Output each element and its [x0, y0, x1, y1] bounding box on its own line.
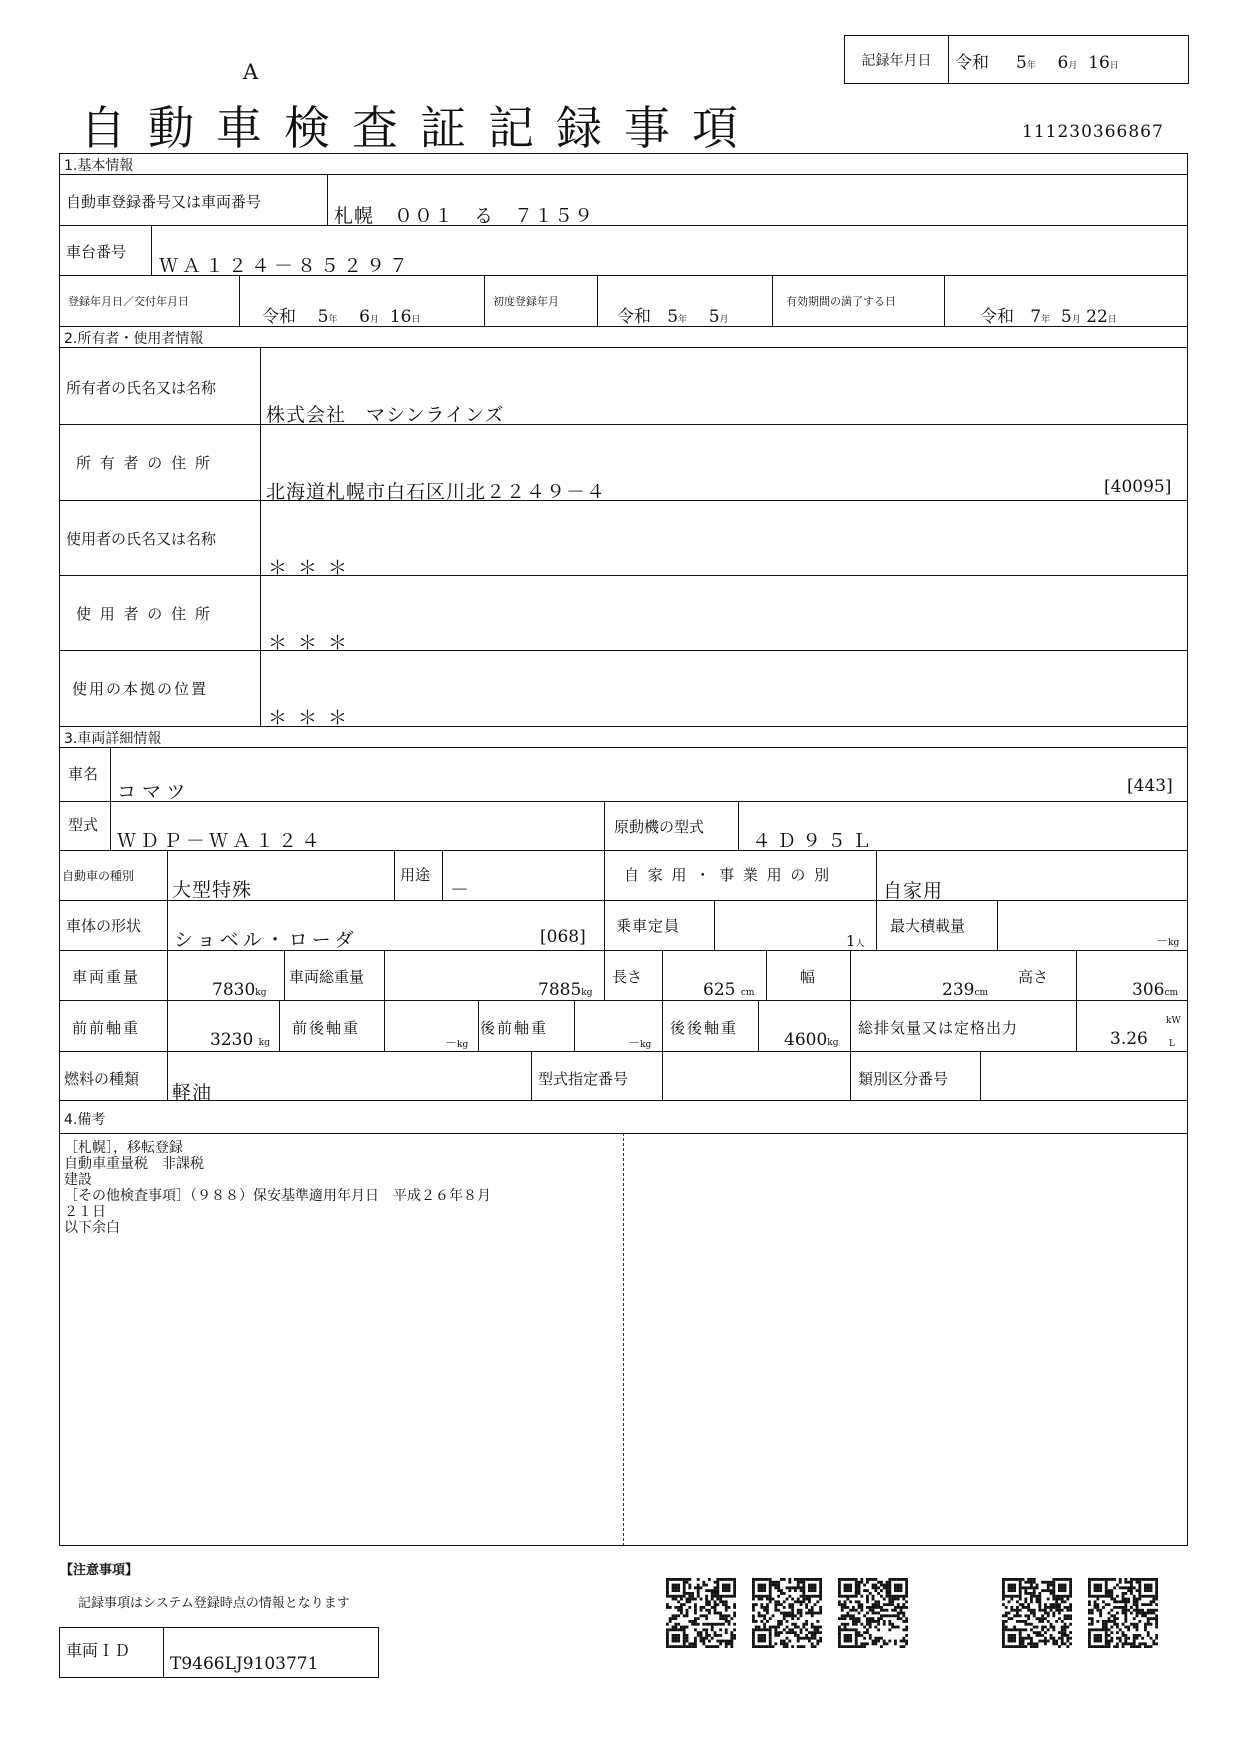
length-value: 625 cm [703, 980, 755, 1000]
user-address-value: ＊＊＊ [268, 632, 359, 654]
rule [59, 500, 1188, 501]
height-value: 306cm [1132, 980, 1179, 1000]
caution-text: 記録事項はシステム登録時点の情報となります [78, 1596, 350, 1611]
displacement-unit-kw: kW [1166, 1016, 1181, 1026]
width-value: 239cm [942, 980, 989, 1000]
body-shape-label: 車体の形状 [66, 917, 142, 935]
fr-axle-value: －kg [445, 1036, 469, 1050]
engine-value: ４Ｄ９５Ｌ [752, 830, 878, 852]
rule [59, 1100, 1188, 1101]
section3-title: 3.車両詳細情報 [64, 731, 162, 747]
rule [59, 747, 1188, 748]
rule [384, 1000, 385, 1051]
vehicle-id-value: T9466LJ9103771 [170, 1654, 319, 1674]
rule [394, 850, 395, 900]
purpose-label: 用途 [400, 866, 431, 884]
rule [662, 950, 663, 1000]
section2-title: 2.所有者・使用者情報 [64, 331, 204, 347]
rule [574, 1000, 575, 1051]
rule [59, 650, 1188, 651]
rule [604, 850, 605, 900]
reg-date-value: 令和 5年 6月 16日 [262, 307, 421, 327]
rule [1076, 950, 1077, 1000]
gross-weight-label: 車両総重量 [289, 968, 365, 986]
engine-label: 原動機の型式 [614, 818, 705, 836]
qr-code-icon [666, 1578, 736, 1648]
rule [876, 850, 877, 900]
rule [59, 347, 1188, 348]
rule [59, 225, 1188, 226]
rule [772, 275, 773, 326]
rule [944, 275, 945, 326]
rule [167, 850, 168, 900]
rr-axle-label: 後後軸重 [670, 1019, 739, 1037]
rule [980, 1051, 981, 1100]
length-label: 長さ [612, 968, 643, 986]
qr-code-icon [1002, 1578, 1072, 1648]
purpose-value: － [450, 879, 471, 901]
owner-address-code: [40095] [1104, 477, 1172, 497]
chassis-label: 車台番号 [66, 243, 127, 261]
private-business-value: 自家用 [883, 880, 944, 902]
fuel-value: 軽油 [172, 1082, 213, 1104]
rule [758, 1000, 759, 1051]
rule [738, 801, 739, 850]
rf-axle-label: 後前軸重 [480, 1019, 549, 1037]
vehicle-id-box [59, 1627, 379, 1678]
remarks-divider [623, 1133, 624, 1546]
weight-label: 車両重量 [72, 968, 141, 986]
vehicle-id-label: 車両ＩＤ [60, 1628, 164, 1677]
height-label: 高さ [1018, 968, 1049, 986]
rule [442, 850, 443, 900]
document-number: 111230366867 [1022, 122, 1164, 142]
capacity-label: 乗車定員 [616, 917, 681, 935]
rule [59, 726, 1188, 727]
rule [484, 275, 485, 326]
rule [59, 801, 1188, 802]
user-name-value: ＊＊＊ [268, 557, 359, 579]
first-reg-label: 初度登録年月 [493, 295, 559, 308]
category-number-label: 類別区分番号 [858, 1070, 949, 1088]
qr-code-icon [752, 1578, 822, 1648]
ff-axle-value: 3230 kg [210, 1030, 270, 1050]
width-label: 幅 [800, 968, 816, 986]
rule [876, 900, 877, 950]
owner-name-label: 所有者の氏名又は名称 [66, 379, 217, 397]
reg-date-label: 登録年月日／交付年月日 [68, 295, 189, 308]
displacement-value: 3.26 [1110, 1029, 1148, 1049]
body-shape-value: ショベル・ローダ [174, 929, 358, 951]
make-label: 車名 [68, 765, 99, 783]
rule [850, 1000, 851, 1051]
private-business-label: 自 家 用 ・ 事 業 用 の 別 [624, 866, 832, 884]
rule [59, 1051, 1188, 1052]
first-reg-value: 令和 5年 5月 [617, 307, 729, 327]
model-label: 型式 [68, 816, 99, 834]
type-designation-label: 型式指定番号 [538, 1070, 629, 1088]
rule [59, 1000, 1188, 1001]
page-letter: A [243, 60, 259, 84]
caution-title: 【注意事項】 [60, 1563, 139, 1578]
rule [1076, 1000, 1077, 1051]
document-title: 自動車検査証記録事項 [80, 101, 760, 155]
category-value: 大型特殊 [172, 879, 253, 901]
rule [604, 900, 605, 950]
rule [850, 1051, 851, 1100]
owner-name-value: 株式会社 マシンラインズ [266, 404, 505, 426]
capacity-value: 1人 [846, 932, 865, 950]
rule [597, 275, 598, 326]
section4-title: 4.備考 [64, 1112, 106, 1128]
owner-address-label: 所 有 者 の 住 所 [76, 454, 212, 472]
qr-code-icon [838, 1578, 908, 1648]
rule [59, 174, 1188, 175]
displacement-unit-l: L [1169, 1039, 1175, 1049]
max-load-value: －kg [1156, 934, 1180, 948]
rule [260, 347, 261, 726]
record-date-value: 令和 5年 6月 16日 [955, 53, 1119, 73]
expiry-label: 有効期間の満了する日 [786, 295, 896, 308]
remarks-text: ［札幌］，移転登録 自動車重量税 非課税 建設 ［その他検査事項］（９８８）保安基準適用年月日 平成２６年８月 ２１日 以下余白 [64, 1140, 491, 1236]
rule [59, 424, 1188, 425]
max-load-label: 最大積載量 [890, 917, 966, 935]
rule [531, 1051, 532, 1100]
rule [110, 747, 111, 801]
rule [151, 225, 152, 275]
make-value: コマツ [117, 781, 192, 803]
rule [284, 950, 285, 1000]
category-label: 自動車の種別 [62, 869, 135, 883]
rf-axle-value: －kg [628, 1036, 652, 1050]
rule [662, 1000, 663, 1051]
rule [714, 900, 715, 950]
gross-weight-value: 7885kg [538, 980, 593, 1000]
rr-axle-value: 4600kg [784, 1030, 839, 1050]
rule [478, 1000, 479, 1051]
user-name-label: 使用者の氏名又は名称 [66, 530, 217, 548]
section1-title: 1.基本情報 [64, 158, 134, 174]
rule [167, 950, 168, 1000]
rule [279, 1000, 280, 1051]
rule [604, 950, 605, 1000]
base-location-label: 使用の本拠の位置 [72, 680, 209, 698]
rule [167, 900, 168, 950]
rule [997, 900, 998, 950]
model-value: ＷＤＰ－ＷＡ１２４ [117, 830, 325, 852]
fuel-label: 燃料の種類 [64, 1070, 140, 1088]
owner-address-value: 北海道札幌市白石区川北２２４９－４ [266, 481, 607, 503]
rule [662, 1051, 663, 1100]
rule [384, 950, 385, 1000]
rule [110, 801, 111, 850]
record-date-box [844, 35, 1189, 84]
reg-number-value: 札幌 ００１ る ７１５９ [334, 205, 595, 227]
make-code: [443] [1127, 776, 1173, 796]
rule [766, 950, 767, 1000]
expiry-value: 令和 7年 5月 22日 [980, 307, 1117, 327]
user-address-label: 使 用 者 の 住 所 [76, 605, 212, 623]
displacement-label: 総排気量又は定格出力 [858, 1019, 1019, 1037]
weight-value: 7830kg [212, 980, 267, 1000]
body-shape-code: [068] [540, 927, 586, 947]
fr-axle-label: 前後軸重 [292, 1019, 361, 1037]
rule [167, 1000, 168, 1051]
rule [239, 275, 240, 326]
ff-axle-label: 前前軸重 [72, 1019, 141, 1037]
chassis-value: ＷＡ１２４－８５２９７ [159, 255, 413, 277]
base-location-value: ＊＊＊ [268, 707, 359, 729]
reg-number-label: 自動車登録番号又は車両番号 [66, 193, 262, 211]
record-date-label: 記録年月日 [845, 36, 949, 83]
rule [604, 801, 605, 850]
rule [327, 174, 328, 225]
rule [59, 575, 1188, 576]
rule [167, 1051, 168, 1100]
qr-code-icon [1088, 1578, 1158, 1648]
rule [850, 950, 851, 1000]
